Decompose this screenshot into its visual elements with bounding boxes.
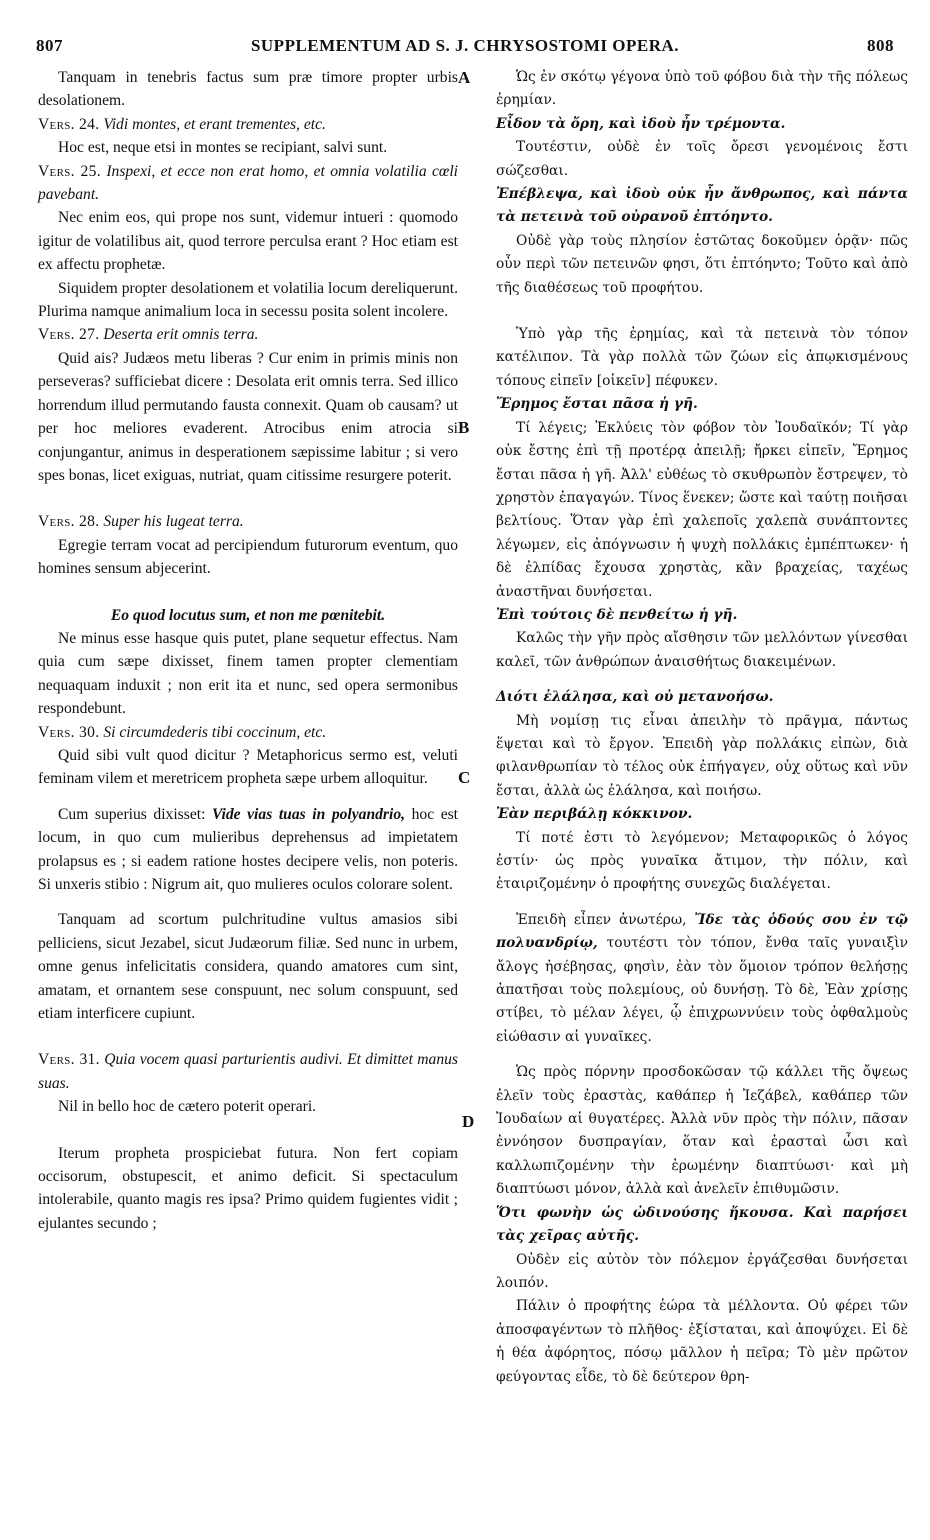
latin-paragraph: Quid sibi vult quod dicitur ? Metaphoricus sermo est, veluti feminam vilem et meretricem propheta sæpe urbem alloquitur. xyxy=(38,746,458,788)
running-header xyxy=(36,36,894,58)
latin-lemma: Eo quod locutus sum, et non me pœnitebit. xyxy=(110,606,386,624)
verse-reference: Vers. 27. xyxy=(38,326,100,344)
latin-verse-heading xyxy=(38,721,458,744)
latin-paragraph: Egregie terram vocat ad percipiendum futurorum eventum, quo homines sensum abjecerint. xyxy=(38,536,458,578)
greek-lemma: Ἔρημος ἔσται πᾶσα ἡ γῆ. xyxy=(496,396,698,413)
running-title: SUPPLEMENTUM AD S. J. CHRYSOSTOMI OPERA. xyxy=(250,36,680,55)
greek-paragraph: Μὴ νομίσῃ τις εἶναι ἀπειλὴν τὸ πρᾶγμα, πάντως ἕψεται καὶ τὸ ἔργον. Ἐπειδὴ γὰρ πολλάκις εἰπὼν, διὰ φιλανθρωπίαν τὸ τέλος οὐκ ἐπήγαγεν, οὐχ οὕτως καὶ νῦν ἔσται, ἀλλὰ ὡς ἐλάλησα, καὶ ποιήσω. xyxy=(496,712,908,799)
greek-paragraph: Πάλιν ὁ προφήτης ἑώρα τὰ μέλλοντα. Οὐ φέρει τῶν ἀποσφαγέντων τὸ πλῆθος· ἐξίσταται, καὶ ἀποψύχει. Εἰ δὲ ἡ θέα ἀφόρητος, πόσῳ μᾶλλον ἡ πεῖρα; Τὸ μὲν πρῶτον φεύγοντας εἶδε, τὸ δὲ δεύτερον θρη- xyxy=(496,1298,908,1385)
latin-verse-heading xyxy=(38,160,458,207)
paragraph-segment: Ἐπειδὴ εἶπεν ἀνωτέρω, xyxy=(516,911,695,928)
latin-column xyxy=(38,66,458,1235)
greek-paragraph: Τί λέγεις; Ἐκλύεις τὸν φόβον τὸν Ἰουδαϊκόν; Τί γὰρ οὐκ ἔστης ἐπὶ τῇ προτέρᾳ ἀπειλῇ; ἤρκει εἰπεῖν, Ἔρημος ἔσται πᾶσα ἡ γῆ. Ἀλλ' εὐθέως τὸ σκυθρωπὸν ἔστρεψεν, τὸ χρηστὸν ἐπαγαγών. Τίνος ἕνεκεν; ὥστε καὶ ταύτῃ ποιῆσαι βελτίους. Ὅταν γὰρ ἐπὶ χαλεποῖς χαλεπὰ συνάπτοντες λέγωμεν, εἰς ἀπόγνωσιν ἡ ψυχὴ πολλάκις ἐμπέπτωκεν· ἡ δὲ ἐλπίδας ἔχουσα χρηστὰς, κἂν βραχείας, ταχέως ἀναστῆναι δυνήσεται. xyxy=(496,419,908,600)
paragraph-segment: τουτέστι τὸν τόπον, ἔνθα ταῖς γυναιξὶν ἄλογς ἠσέβησας, φησὶν, ἐὰν τὸν ὅμοιον τρόπον θελήσῃς ἀπατῆσαι τοὺς πολεμίους, οὐ δυνήσῃ. Τὸ δὲ, Ἐὰν χρίσῃς στίβει, τὸ μέλαν λέγει, ᾧ ἐπιχρωννύειν τοὺς ὀφθαλμοὺς εἰώθασιν αἱ γυναῖκες. xyxy=(496,935,908,1045)
greek-lemma: Ἐπέβλεψα, καὶ ἰδοὺ οὐκ ἦν ἄνθρωπος, καὶ πάντα τὰ πετεινὰ τοῦ οὐρανοῦ ἐπτόηντο. xyxy=(496,186,908,226)
greek-paragraph: Οὐδὲν εἰς αὐτὸν τὸν πόλεμον ἐργάζεσθαι δυνήσεται λοιπόν. xyxy=(496,1251,908,1291)
latin-verse-heading xyxy=(38,1048,458,1095)
verse-text: Deserta erit omnis terra. xyxy=(103,326,259,344)
greek-lemma: Ἐὰν περιβάλῃ κόκκινον. xyxy=(496,806,693,823)
latin-paragraph: Siquidem propter desolationem et volatilia locum dereliquerunt. Plurima namque animalium loca in secessu posita solent incolere. xyxy=(38,279,458,321)
greek-paragraph: Οὐδὲ γὰρ τοὺς πλησίον ἑστῶτας δοκοῦμεν ὁρᾷν· πῶς οὖν περὶ τῶν πετεινῶν φησι, ὅτι ἐπτόηντο; Τοῦτο καὶ ἀπὸ τῆς διαθέσεως τοῦ προφήτου. xyxy=(496,232,908,296)
greek-paragraph xyxy=(496,909,908,1049)
paragraph-segment: Vide vias tuas in polyandrio, xyxy=(211,805,406,823)
greek-lemma: Ἐπὶ τούτοις δὲ πενθείτω ἡ γῆ. xyxy=(496,606,738,623)
margin-letter-a: A xyxy=(458,68,471,87)
latin-paragraph: Nil in bello hoc de cætero poterit operari. xyxy=(58,1098,317,1116)
verse-text: Inspexi, et ecce non erat homo, et omnia volatilia cœli pavebant. xyxy=(38,162,458,204)
verse-reference: Vers. 24. xyxy=(38,115,100,133)
greek-paragraph: Τί ποτέ ἐστι τὸ λεγόμενον; Μεταφορικῶς ὁ λόγος ἐστίν· ὡς πρὸς γυναῖκα ἄτιμον, τὴν πόλιν, καὶ ἑταιριζομένην ὁ προφήτης συνεχῶς διαλέγεται. xyxy=(496,829,908,893)
latin-paragraph: Iterum propheta prospiciebat futura. Non fert copiam occisorum, obstupescit, et animo deficit. Si spectaculum intolerabile, quanto magis res ipsa? Primo quidem fugientes vidit ; ejulantes secundo ; xyxy=(38,1144,458,1232)
latin-verse-heading xyxy=(38,113,458,136)
greek-lemma: Εἶδον τὰ ὄρη, καὶ ἰδοὺ ἦν τρέμοντα. xyxy=(496,115,786,132)
page-number-right: 808 xyxy=(867,36,894,55)
latin-verse-heading xyxy=(38,323,458,346)
latin-paragraph: Tanquam ad scortum pulchritudine vultus amasios sibi pelliciens, sicut Jezabel, sicut Judæorum filiæ. Sed nunc in urbem, omne genus infelicitatis considera, quando amatores cum sint, amatam, et ornantem sese conspuunt, nec solum conspuunt, sed etiam interficere cupiunt. xyxy=(38,911,458,1023)
greek-paragraph: Ὑπὸ γὰρ τῆς ἐρημίας, καὶ τὰ πετεινὰ τὸν τόπον κατέλιπον. Τὰ γὰρ πολλὰ τῶν ζώων εἰς ἀπῳκισμένους τόπους εἰπεῖν [οἰκεῖν] πέφυκεν. xyxy=(496,326,908,389)
verse-text: Si circumdederis tibi coccinum, etc. xyxy=(103,723,327,741)
margin-letter-c: C xyxy=(458,768,471,787)
verse-text: Super his lugeat terra. xyxy=(103,513,244,531)
greek-paragraph: Τουτέστιν, οὐδὲ ἐν τοῖς ὄρεσι γενομένοις ἔστι σώζεσθαι. xyxy=(496,139,908,179)
greek-column xyxy=(496,66,908,1389)
verse-text: Vidi montes, et erant trementes, etc. xyxy=(103,115,326,133)
verse-text: Quia vocem quasi parturientis audivi. Et dimittet manus suas. xyxy=(38,1051,458,1092)
greek-paragraph: Καλῶς τὴν γῆν πρὸς αἴσθησιν τῶν μελλόντων γίνεσθαι καλεῖ, τῶν ἀνθρώπων ἀναισθήτως διακειμένων. xyxy=(496,630,908,670)
greek-lemma: Διότι ἐλάλησα, καὶ οὐ μετανοήσω. xyxy=(496,689,774,706)
greek-paragraph: Ὡς ἐν σκότῳ γέγονα ὑπὸ τοῦ φόβου διὰ τὴν τῆς πόλεως ἐρημίαν. xyxy=(496,69,908,109)
greek-lemma: Ὅτι φωνὴν ὡς ὠδινούσης ἤκουσα. Καὶ παρήσει τὰς χεῖρας αὐτῆς. xyxy=(496,1204,908,1245)
paragraph-segment: Ἴδε τὰς ὁδούς σου ἐν τῷ πολυανδρίῳ, xyxy=(496,911,909,952)
paragraph-segment: Cum superius dixisset: xyxy=(58,805,212,823)
greek-paragraph: Ὡς πρὸς πόρνην προσδοκῶσαν τῷ κάλλει τῆς ὄψεως ἐλεῖν τοὺς ἐραστὰς, καθάπερ ἡ Ἰεζάβελ, καθάπερ τῶν Ἰουδαίων αἱ θυγατέρες. Ἀλλὰ νῦν πρὸς τὴν πόλιν, πᾶσαν ἐννόησον δυσπραγίαν, ὅταν καὶ ἐρασταὶ ὦσι καὶ καλλωπιζομένην τὴν ἐρωμένην διαπτύωσι· καὶ μὴ διαπτύωσι μόνον, ἀλλὰ καὶ ἀνελεῖν ἐπιθυμῶσιν. xyxy=(496,1064,908,1198)
page-number-left: 807 xyxy=(36,36,63,55)
verse-reference: Vers. 30. xyxy=(38,723,100,741)
margin-letter-d: D xyxy=(462,1112,475,1131)
margin-letter-b: B xyxy=(458,418,470,437)
latin-paragraph xyxy=(38,803,458,897)
verse-reference: Vers. 28. xyxy=(38,513,100,531)
verse-reference: Vers. 31. xyxy=(38,1051,100,1069)
latin-paragraph: Quid ais? Judæos metu liberas ? Cur enim in primis minis non perseveras? sufficiebat dicere : Desolata erit omnis terra. Sed illico horrendum illud permutando fausta connexit. Quam ob causam? ut per hoc meliores evaderent. Atrocibus enim atrocia si conjungantur, animus in desperationem sæpissime labitur ; si vero spes bonas, licet exiguas, nutriat, quam citissime resurgere poterit. xyxy=(38,349,458,484)
latin-paragraph: Ne minus esse hasque quis putet, plane sequetur effectus. Nam quia cum sæpe dixisset, finem tamen propter clementiam nequaquam induxit ; non erit ita et nunc, sed opera sermonibus respondebunt. xyxy=(38,629,458,718)
paragraph-segment: hoc est locum, in quo cum mulieribus deprehensus ad impietatem prolapsus es ; si eadem ratione hostes decipere velis, non poteris. Si unxeris stibio : Nigrum ait, quo mulieres oculos colorare solent. xyxy=(38,805,459,893)
latin-paragraph: Hoc est, neque etsi in montes se recipiant, salvi sunt. xyxy=(58,139,388,157)
latin-verse-heading xyxy=(38,510,458,533)
verse-reference: Vers. 25. xyxy=(38,162,101,180)
latin-paragraph: Tanquam in tenebris factus sum præ timore propter urbis desolationem. xyxy=(38,69,458,110)
latin-paragraph: Nec enim eos, qui prope nos sunt, videmur intueri : quomodo igitur de volatilibus ait, quod terrore perculsa erant ? Hoc etiam est ex affectu prophetæ. xyxy=(38,209,458,274)
